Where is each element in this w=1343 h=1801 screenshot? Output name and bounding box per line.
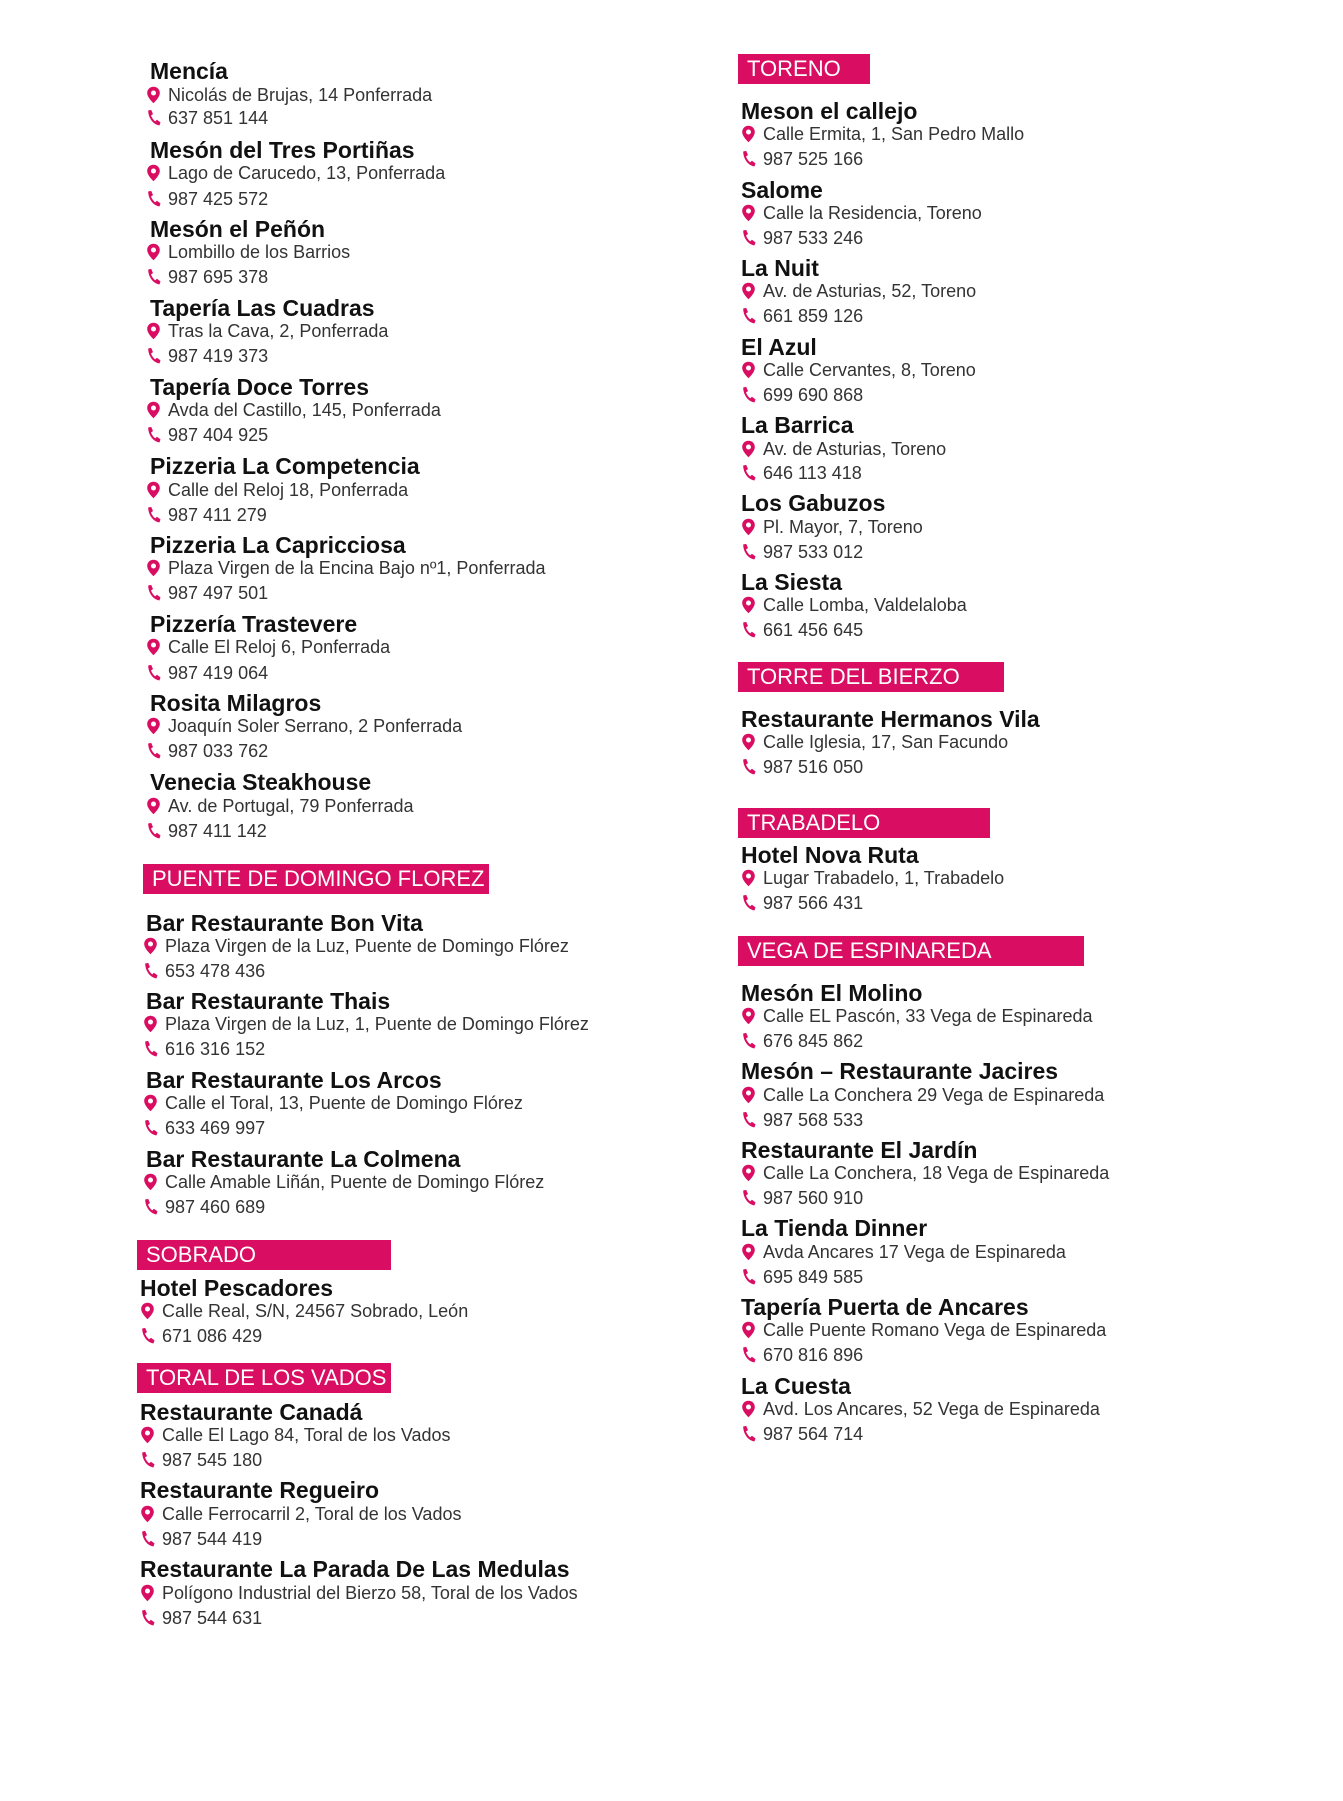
map-pin-icon <box>143 937 159 955</box>
map-pin-icon <box>741 1321 757 1339</box>
map-pin-icon <box>143 1015 159 1033</box>
phone-number[interactable]: 987 568 533 <box>763 1110 864 1130</box>
map-pin-icon <box>741 733 757 751</box>
phone-number[interactable]: 987 419 064 <box>168 663 269 683</box>
phone-line <box>741 229 863 247</box>
address-line <box>146 481 408 499</box>
phone-number[interactable]: 633 469 997 <box>165 1118 266 1138</box>
phone-icon <box>146 664 162 682</box>
restaurant-name: Restaurante La Parada De Las Medulas <box>140 1556 570 1582</box>
restaurant-name: Venecia Steakhouse <box>150 769 372 795</box>
phone-line <box>146 664 268 682</box>
map-pin-icon <box>741 1164 757 1182</box>
address-text: Calle El Reloj 6, Ponferrada <box>168 637 391 657</box>
phone-number[interactable]: 987 411 279 <box>168 505 267 525</box>
phone-line <box>741 543 863 561</box>
map-pin-icon <box>140 1584 156 1602</box>
restaurant-name: Meson el callejo <box>741 98 918 124</box>
phone-icon <box>741 1268 757 1286</box>
map-pin-icon <box>140 1426 156 1444</box>
phone-number[interactable]: 987 525 166 <box>763 149 864 169</box>
address-line <box>741 1086 1104 1104</box>
map-pin-icon <box>146 164 162 182</box>
phone-icon <box>140 1530 156 1548</box>
phone-line <box>741 1346 863 1364</box>
phone-line <box>140 1327 262 1345</box>
restaurant-name: Bar Restaurante Bon Vita <box>146 910 423 936</box>
phone-icon <box>741 464 757 482</box>
phone-line <box>741 1032 863 1050</box>
address-line <box>140 1302 468 1320</box>
map-pin-icon <box>741 1243 757 1261</box>
map-pin-icon <box>146 559 162 577</box>
map-pin-icon <box>146 243 162 261</box>
address-line <box>741 204 982 222</box>
phone-number[interactable]: 987 533 012 <box>763 542 864 562</box>
map-pin-icon <box>146 322 162 340</box>
address-line <box>146 797 414 815</box>
restaurant-name: Tapería Doce Torres <box>150 374 370 400</box>
phone-line <box>741 621 863 639</box>
phone-icon <box>741 1425 757 1443</box>
address-line <box>143 1173 544 1191</box>
map-pin-icon <box>140 1302 156 1320</box>
phone-icon <box>146 268 162 286</box>
phone-line <box>741 1425 863 1443</box>
address-line <box>140 1584 578 1602</box>
restaurant-name: Hotel Pescadores <box>140 1275 334 1301</box>
address-line <box>143 937 569 955</box>
phone-number[interactable]: 987 544 419 <box>162 1529 263 1549</box>
phone-icon <box>146 584 162 602</box>
map-pin-icon <box>741 204 757 222</box>
phone-number[interactable]: 987 404 925 <box>168 425 269 445</box>
restaurant-name: Bar Restaurante Thais <box>146 988 391 1014</box>
phone-number[interactable]: 987 460 689 <box>165 1197 266 1217</box>
map-pin-icon <box>146 86 162 104</box>
address-text: Polígono Industrial del Bierzo 58, Toral de los Vados <box>162 1583 578 1603</box>
phone-icon <box>146 822 162 840</box>
phone-icon <box>741 1189 757 1207</box>
address-line <box>741 733 1008 751</box>
restaurant-name: Mesón del Tres Portiñas <box>150 137 415 163</box>
phone-number[interactable]: 695 849 585 <box>763 1267 864 1287</box>
phone-number[interactable]: 987 533 246 <box>763 228 864 248</box>
phone-line <box>741 1111 863 1129</box>
phone-number[interactable]: 987 497 501 <box>168 583 269 603</box>
address-line <box>146 717 462 735</box>
phone-line <box>140 1609 262 1627</box>
map-pin-icon <box>741 518 757 536</box>
restaurant-name: Pizzeria La Competencia <box>150 453 420 479</box>
address-text: Plaza Virgen de la Luz, Puente de Domingo Flórez <box>165 936 569 956</box>
address-line <box>741 440 946 458</box>
phone-number[interactable]: 661 456 645 <box>763 620 864 640</box>
phone-icon <box>741 1346 757 1364</box>
address-line <box>146 164 445 182</box>
address-line <box>143 1015 589 1033</box>
phone-line <box>741 307 863 325</box>
phone-icon <box>741 307 757 325</box>
phone-line <box>146 506 267 524</box>
address-text: Av. de Asturias, 52, Toreno <box>763 281 977 301</box>
phone-line <box>741 1189 863 1207</box>
restaurant-name: Bar Restaurante Los Arcos <box>146 1067 442 1093</box>
address-text: Calle del Reloj 18, Ponferrada <box>168 480 409 500</box>
address-text: Calle Ermita, 1, San Pedro Mallo <box>763 124 1025 144</box>
phone-number[interactable]: 653 478 436 <box>165 961 266 981</box>
phone-number[interactable]: 699 690 868 <box>763 385 864 405</box>
address-line <box>146 638 390 656</box>
map-pin-icon <box>146 638 162 656</box>
restaurant-name: Tapería Las Cuadras <box>150 295 375 321</box>
phone-line <box>741 464 862 482</box>
address-text: Tras la Cava, 2, Ponferrada <box>168 321 389 341</box>
address-text: Calle Iglesia, 17, San Facundo <box>763 732 1009 752</box>
map-pin-icon <box>741 282 757 300</box>
section-header-vega-de-espinareda: VEGA DE ESPINAREDA <box>738 936 1084 966</box>
phone-number[interactable]: 661 859 126 <box>763 306 864 326</box>
map-pin-icon <box>143 1094 159 1112</box>
phone-number[interactable]: 987 545 180 <box>162 1450 263 1470</box>
restaurant-name: Pizzeria La Capricciosa <box>150 532 406 558</box>
phone-number[interactable]: 987 033 762 <box>168 741 269 761</box>
phone-line <box>140 1530 262 1548</box>
phone-number[interactable]: 987 695 378 <box>168 267 269 287</box>
phone-icon <box>741 894 757 912</box>
section-header-torre-del-bierzo: TORRE DEL BIERZO <box>738 662 1004 692</box>
map-pin-icon <box>741 361 757 379</box>
address-text: Calle el Toral, 13, Puente de Domingo Flórez <box>165 1093 523 1113</box>
address-line <box>741 869 1004 887</box>
address-line <box>146 86 432 104</box>
address-line <box>140 1426 451 1444</box>
phone-icon <box>140 1327 156 1345</box>
phone-line <box>741 150 863 168</box>
address-text: Calle Cervantes, 8, Toreno <box>763 360 976 380</box>
address-text: Lugar Trabadelo, 1, Trabadelo <box>763 868 1005 888</box>
phone-line <box>146 347 268 365</box>
section-header-puente-de-domingo-florez: PUENTE DE DOMINGO FLOREZ <box>143 864 489 894</box>
phone-icon <box>741 621 757 639</box>
address-text: Calle Ferrocarril 2, Toral de los Vados <box>162 1504 462 1524</box>
phone-number[interactable]: 671 086 429 <box>162 1326 263 1346</box>
map-pin-icon <box>140 1505 156 1523</box>
phone-icon <box>146 742 162 760</box>
map-pin-icon <box>146 797 162 815</box>
phone-icon <box>741 386 757 404</box>
map-pin-icon <box>741 596 757 614</box>
restaurant-name: Pizzería Trastevere <box>150 611 358 637</box>
map-pin-icon <box>741 125 757 143</box>
map-pin-icon <box>741 440 757 458</box>
map-pin-icon <box>146 717 162 735</box>
restaurant-name: Mencía <box>150 58 228 84</box>
address-line <box>741 282 976 300</box>
address-text: Pl. Mayor, 7, Toreno <box>763 517 923 537</box>
phone-line <box>146 426 268 444</box>
phone-number[interactable]: 670 816 896 <box>763 1345 864 1365</box>
phone-number[interactable]: 646 113 418 <box>763 463 862 483</box>
restaurant-name: Bar Restaurante La Colmena <box>146 1146 461 1172</box>
phone-icon <box>140 1609 156 1627</box>
phone-line <box>146 190 268 208</box>
phone-number[interactable]: 616 316 152 <box>165 1039 266 1059</box>
restaurant-name: Salome <box>741 177 823 203</box>
address-line <box>146 243 350 261</box>
address-text: Lago de Carucedo, 13, Ponferrada <box>168 163 446 183</box>
phone-icon <box>741 758 757 776</box>
address-line <box>741 1400 1100 1418</box>
phone-icon <box>146 190 162 208</box>
address-text: Calle La Conchera 29 Vega de Espinareda <box>763 1085 1105 1105</box>
phone-line <box>741 894 863 912</box>
restaurant-name: Tapería Puerta de Ancares <box>741 1294 1029 1320</box>
address-line <box>741 125 1024 143</box>
phone-number[interactable]: 987 560 910 <box>763 1188 864 1208</box>
phone-icon <box>143 1198 159 1216</box>
address-text: Calle Amable Liñán, Puente de Domingo Flórez <box>165 1172 545 1192</box>
phone-line <box>140 1451 262 1469</box>
map-pin-icon <box>741 1007 757 1025</box>
phone-icon <box>741 150 757 168</box>
phone-icon <box>143 1040 159 1058</box>
address-text: Calle Lomba, Valdelaloba <box>763 595 967 615</box>
phone-icon <box>741 1032 757 1050</box>
phone-number[interactable]: 987 425 572 <box>168 189 269 209</box>
restaurant-name: La Siesta <box>741 569 842 595</box>
phone-line <box>146 109 268 127</box>
address-text: Nicolás de Brujas, 14 Ponferrada <box>168 85 433 105</box>
restaurant-name: Mesón – Restaurante Jacires <box>741 1058 1059 1084</box>
restaurant-name: Mesón el Peñón <box>150 216 326 242</box>
phone-line <box>146 584 268 602</box>
phone-number[interactable]: 987 411 142 <box>168 821 267 841</box>
restaurant-name: La Nuit <box>741 255 819 281</box>
restaurant-name: Hotel Nova Ruta <box>741 842 919 868</box>
address-line <box>140 1505 461 1523</box>
phone-icon <box>741 543 757 561</box>
address-text: Plaza Virgen de la Encina Bajo nº1, Ponferrada <box>168 558 546 578</box>
address-text: Avd. Los Ancares, 52 Vega de Espinareda <box>763 1399 1100 1419</box>
address-text: Av. de Asturias, Toreno <box>763 439 947 459</box>
phone-line <box>741 386 863 404</box>
restaurant-name: Restaurante Hermanos Vila <box>741 706 1040 732</box>
address-text: Avda del Castillo, 145, Ponferrada <box>168 400 441 420</box>
phone-icon <box>146 347 162 365</box>
restaurant-name: La Tienda Dinner <box>741 1215 928 1241</box>
address-line <box>741 1007 1093 1025</box>
restaurant-name: La Cuesta <box>741 1373 851 1399</box>
address-line <box>741 361 976 379</box>
address-text: Avda Ancares 17 Vega de Espinareda <box>763 1242 1066 1262</box>
phone-icon <box>741 229 757 247</box>
address-text: Plaza Virgen de la Luz, 1, Puente de Domingo Flórez <box>165 1014 589 1034</box>
phone-number[interactable]: 987 516 050 <box>763 757 864 777</box>
address-line <box>741 1321 1106 1339</box>
restaurant-name: Restaurante Canadá <box>140 1399 363 1425</box>
phone-icon <box>741 1111 757 1129</box>
address-text: Calle Real, S/N, 24567 Sobrado, León <box>162 1301 469 1321</box>
address-line <box>146 559 546 577</box>
phone-number[interactable]: 676 845 862 <box>763 1031 864 1051</box>
address-text: Joaquín Soler Serrano, 2 Ponferrada <box>168 716 463 736</box>
address-text: Calle Puente Romano Vega de Espinareda <box>763 1320 1107 1340</box>
address-line <box>146 322 388 340</box>
address-text: Lombillo de los Barrios <box>168 242 351 262</box>
restaurant-name: Mesón El Molino <box>741 980 923 1006</box>
address-text: Calle la Residencia, Toreno <box>763 203 982 223</box>
map-pin-icon <box>741 869 757 887</box>
section-header-sobrado: SOBRADO <box>137 1240 391 1270</box>
phone-icon <box>146 109 162 127</box>
phone-line <box>143 962 265 980</box>
phone-icon <box>146 426 162 444</box>
address-text: Calle EL Pascón, 33 Vega de Espinareda <box>763 1006 1093 1026</box>
restaurant-name: Restaurante Regueiro <box>140 1477 380 1503</box>
address-text: Calle El Lago 84, Toral de los Vados <box>162 1425 451 1445</box>
section-header-toreno: TORENO <box>738 54 870 84</box>
address-line <box>143 1094 523 1112</box>
restaurant-name: Restaurante El Jardín <box>741 1137 978 1163</box>
phone-line <box>143 1119 265 1137</box>
address-line <box>741 1164 1109 1182</box>
restaurant-name: El Azul <box>741 334 817 360</box>
map-pin-icon <box>146 401 162 419</box>
address-text: Calle La Conchera, 18 Vega de Espinareda <box>763 1163 1110 1183</box>
address-line <box>741 518 923 536</box>
phone-number[interactable]: 987 564 714 <box>763 1424 864 1444</box>
phone-number[interactable]: 987 419 373 <box>168 346 269 366</box>
restaurant-name: Los Gabuzos <box>741 490 886 516</box>
address-line <box>741 596 967 614</box>
phone-number[interactable]: 987 544 631 <box>162 1608 263 1628</box>
phone-number[interactable]: 637 851 144 <box>168 108 269 128</box>
phone-line <box>143 1040 265 1058</box>
map-pin-icon <box>741 1400 757 1418</box>
map-pin-icon <box>146 481 162 499</box>
phone-line <box>146 742 268 760</box>
address-line <box>741 1243 1066 1261</box>
phone-line <box>741 758 863 776</box>
phone-line <box>741 1268 863 1286</box>
section-header-trabadelo: TRABADELO <box>738 808 990 838</box>
map-pin-icon <box>741 1086 757 1104</box>
phone-icon <box>140 1451 156 1469</box>
map-pin-icon <box>143 1173 159 1191</box>
phone-icon <box>146 506 162 524</box>
address-text: Av. de Portugal, 79 Ponferrada <box>168 796 414 816</box>
phone-line <box>146 822 267 840</box>
phone-number[interactable]: 987 566 431 <box>763 893 864 913</box>
phone-line <box>143 1198 265 1216</box>
phone-icon <box>143 1119 159 1137</box>
address-line <box>146 401 441 419</box>
section-header-toral-de-los-vados: TORAL DE LOS VADOS <box>137 1363 391 1393</box>
restaurant-name: Rosita Milagros <box>150 690 322 716</box>
restaurant-name: La Barrica <box>741 412 854 438</box>
phone-icon <box>143 962 159 980</box>
phone-line <box>146 268 268 286</box>
